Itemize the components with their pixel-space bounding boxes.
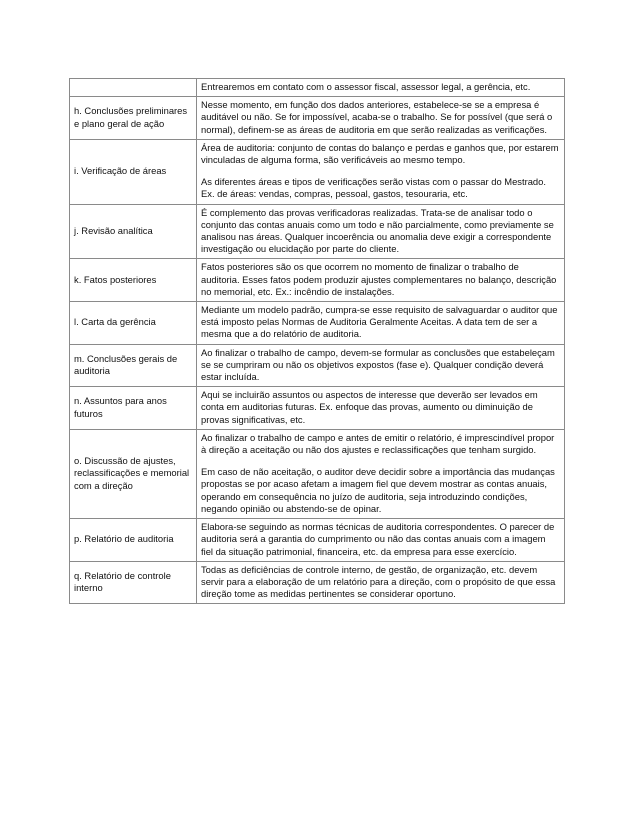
phase-description-cell — [197, 344, 565, 387]
phase-description-cell — [197, 302, 565, 345]
table-row — [70, 259, 565, 302]
description-paragraph: Fatos posteriores são os que ocorrem no momento de finalizar o trabalho de auditoria. Esses fatos podem produzir ajustes complementares no balanço, descrição no memorial, etc. Ex.: incêndio de instalações. — [201, 261, 557, 297]
phase-label-cell: m. Conclusões gerais de auditoria — [70, 344, 197, 387]
phase-label-cell: l. Carta da gerência — [70, 302, 197, 345]
table-row — [70, 561, 565, 604]
description-paragraph: Aqui se incluirão assuntos ou aspectos de interesse que deverão ser levados em conta em auditorias futuras. Ex. enfoque das provas, aumento ou diminuição de provas significativas, etc. — [201, 389, 538, 425]
phase-description-cell — [197, 387, 565, 430]
phase-label-cell: n. Assuntos para anos futuros — [70, 387, 197, 430]
phase-label-cell: p. Relatório de auditoria — [70, 519, 197, 562]
phase-label-cell: j. Revisão analítica — [70, 204, 197, 259]
phase-description-cell — [197, 204, 565, 259]
table-row — [70, 302, 565, 345]
table-row — [70, 519, 565, 562]
table-body — [70, 79, 565, 604]
phase-description-cell — [197, 429, 565, 518]
table-row — [70, 344, 565, 387]
audit-phases-table — [69, 78, 565, 604]
table-row — [70, 429, 565, 518]
description-paragraph: Área de auditoria: conjunto de contas do balanço e perdas e ganhos que, por estarem vinculadas de alguma forma, são verificáveis ao mesmo tempo. — [201, 141, 559, 166]
description-paragraph: Em caso de não aceitação, o auditor deve decidir sobre a importância das mudanças propostas se por acaso afetam a imagem fiel que devem mostrar as contas anuais, operando em consequência no juízo de auditoria, seja introduzindo condições, negando opinião ou abstendo-se de opinar. — [201, 466, 555, 514]
description-paragraph: Ao finalizar o trabalho de campo, devem-se formular as conclusões que estabeleçam se se cumpriram ou não os objetivos expostos (fase e). Qualquer condição deverá estar incluída. — [201, 346, 555, 383]
phase-label-cell: i. Verificação de áreas — [70, 139, 197, 204]
phase-description-cell — [197, 97, 565, 140]
phase-label-cell — [70, 79, 197, 97]
phase-description-cell — [197, 139, 565, 204]
phase-label-cell: o. Discussão de ajustes, reclassificações e memorial com a direção — [70, 429, 197, 518]
description-paragraph: As diferentes áreas e tipos de verificações serão vistas com o passar do Mestrado. Ex. de áreas: vendas, compras, pessoal, gastos, tesouraria, etc. — [201, 176, 546, 200]
phase-label-cell: k. Fatos posteriores — [70, 259, 197, 302]
phase-description-cell — [197, 561, 565, 604]
table-row — [70, 139, 565, 204]
table-row — [70, 79, 565, 97]
description-paragraph: Entrearemos em contato com o assessor fiscal, assessor legal, a gerência, etc. — [201, 81, 531, 92]
phase-description-cell — [197, 259, 565, 302]
description-paragraph: É complemento das provas verificadoras realizadas. Trata-se de analisar todo o conjunto das contas anuais como um todo e não parcialmente, como previamente se analisou nas áreas. Qualquer incoerência ou anomalia deve exigir a correspondente investigação ou elucidação por parte do cliente. — [201, 206, 554, 255]
description-paragraph: Mediante um modelo padrão, cumpra-se esse requisito de salvaguardar o auditor que está imposto pelas Normas de Auditoria Geralmente Aceitas. A data tem de ser a mesma que a do relatório de auditoria. — [201, 304, 558, 340]
phase-description-cell — [197, 79, 565, 97]
table-row — [70, 204, 565, 259]
table-row — [70, 387, 565, 430]
phase-label-cell: h. Conclusões preliminares e plano geral de ação — [70, 97, 197, 140]
phase-label-cell: q. Relatório de controle interno — [70, 561, 197, 604]
description-paragraph: Nesse momento, em função dos dados anteriores, estabelece-se se a empresa é auditável ou não. Se for impossível, acaba-se o trabalho. Se for possível (que será o normal), definem-se as áreas de auditoria em que serão realizadas as verificações. — [201, 99, 553, 135]
phase-description-cell — [197, 519, 565, 562]
description-paragraph: Elabora-se seguindo as normas técnicas de auditoria correspondentes. O parecer de auditoria será a garantia do cumprimento ou não das contas anuais com a imagem fiel da situação patrimonial, financeira, etc. da empresa para esse exercício. — [201, 521, 555, 557]
description-paragraph: Todas as deficiências de controle interno, de gestão, de organização, etc. devem servir para a elaboração de um relatório para a direção, com o propósito de que essa direção tome as medidas pertinentes se considerar oportuno. — [201, 563, 556, 600]
description-paragraph: Ao finalizar o trabalho de campo e antes de emitir o relatório, é imprescindível propor à direção a aceitação ou não dos ajustes e reclassificações que tenham surgido. — [201, 431, 555, 456]
table-row — [70, 97, 565, 140]
